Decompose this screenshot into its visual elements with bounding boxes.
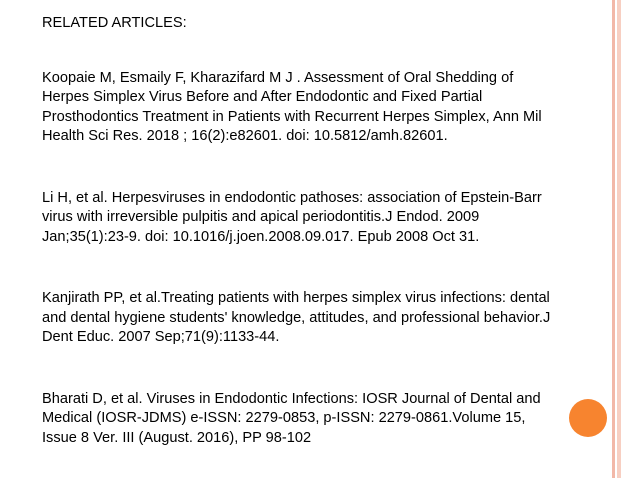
reference-bharati bbox=[42, 390, 612, 449]
decorative-orange-circle bbox=[569, 399, 607, 437]
reference-line: Herpes Simplex Virus Before and After Endodontic and Fixed Partial bbox=[42, 89, 483, 105]
reference-line: virus with irreversible pulpitis and apical periodontitis.J Endod. 2009 bbox=[42, 209, 480, 225]
reference-line: Medical (IOSR-JDMS) e-ISSN: 2279-0853, p-ISSN: 2279-0861.Volume 15, bbox=[42, 410, 526, 426]
decorative-bar-inner bbox=[617, 0, 621, 478]
reference-line: Li H, et al. Herpesviruses in endodontic pathoses: association of Epstein-Barr bbox=[42, 189, 542, 206]
slide-content bbox=[42, 14, 612, 448]
reference-line: Koopaie M, Esmaily F, Kharazifard M J . Assessment of Oral Shedding of bbox=[42, 69, 514, 86]
reference-line: Health Sci Res. 2018 ; 16(2):e82601. doi: 10.5812/amh.82601. bbox=[42, 128, 448, 144]
reference-kanjirath bbox=[42, 289, 612, 348]
reference-koopaie bbox=[42, 69, 612, 147]
reference-line: Prosthodontics Treatment in Patients with Recurrent Herpes Simplex, Ann Mil bbox=[42, 108, 542, 125]
reference-li bbox=[42, 189, 612, 248]
reference-line: Jan;35(1):23-9. doi: 10.1016/j.joen.2008.09.017. Epub 2008 Oct 31. bbox=[42, 228, 480, 245]
reference-line: Dent Educ. 2007 Sep;71(9):1133-44. bbox=[42, 329, 280, 345]
reference-line: and dental hygiene students' knowledge, attitudes, and professional behavior.J bbox=[42, 309, 551, 326]
reference-line: Bharati D, et al. Viruses in Endodontic Infections: IOSR Journal of Dental and bbox=[42, 390, 541, 407]
slide-heading: RELATED ARTICLES: bbox=[42, 15, 187, 31]
decorative-bar-outer bbox=[612, 0, 615, 478]
reference-line: Issue 8 Ver. III (August. 2016), PP 98-102 bbox=[42, 429, 312, 446]
reference-line: Kanjirath PP, et al.Treating patients with herpes simplex virus infections: dental bbox=[42, 290, 550, 306]
